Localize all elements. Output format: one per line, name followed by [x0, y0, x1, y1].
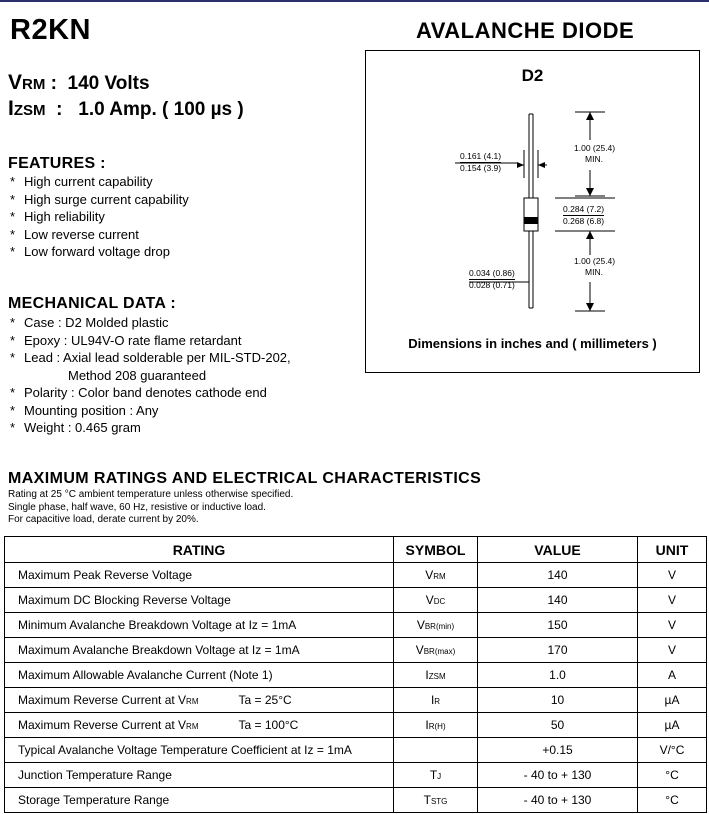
unit-cell: µA — [638, 688, 707, 713]
symbol-cell: TJ — [394, 763, 478, 788]
ratings-table — [4, 536, 707, 813]
mechanical-item: * Weight : 0.465 gram — [10, 420, 141, 435]
table-row — [5, 763, 707, 788]
ratings-title: MAXIMUM RATINGS AND ELECTRICAL CHARACTERISTICS — [8, 470, 482, 487]
unit-cell: V/°C — [638, 738, 707, 763]
unit-cell: V — [638, 613, 707, 638]
ratings-note: Single phase, half wave, 60 Hz, resistive or inductive load. — [8, 501, 266, 513]
symbol-cell: VDC — [394, 588, 478, 613]
ratings-note: For capacitive load, derate current by 20%. — [8, 514, 199, 525]
dim-lead-bottom: 1.00 (25.4) MIN. — [574, 256, 616, 277]
package-drawing — [365, 50, 700, 373]
symbol-cell — [394, 738, 478, 763]
rating-cell: Maximum Allowable Avalanche Current (Note 1) — [5, 663, 394, 688]
package-name: D2 — [521, 66, 544, 85]
mechanical-item: * Case : D2 Molded plastic — [10, 315, 169, 330]
unit-cell: µA — [638, 713, 707, 738]
col-unit-header: UNIT — [638, 537, 707, 563]
unit-cell: V — [638, 563, 707, 588]
unit-cell: V — [638, 638, 707, 663]
value-cell: 170 — [478, 638, 638, 663]
rating-cell: Maximum Reverse Current at VRM Ta = 25°C — [5, 688, 394, 713]
table-row — [5, 788, 707, 813]
symbol-cell: VBR(max) — [394, 638, 478, 663]
arrow-up-icon — [586, 112, 594, 120]
table-row — [5, 638, 707, 663]
rating-cell: Typical Avalanche Voltage Temperature Coefficient at Iz = 1mA — [5, 738, 394, 763]
mechanical-title: MECHANICAL DATA : — [8, 295, 177, 312]
col-rating-header: RATING — [5, 537, 394, 563]
table-header-row — [5, 537, 707, 563]
value-cell: +0.15 — [478, 738, 638, 763]
part-number: R2KN — [10, 14, 91, 46]
symbol-cell: IZSM — [394, 663, 478, 688]
mechanical-item: * Lead : Axial lead solderable per MIL-STD-202, — [10, 350, 291, 365]
mechanical-item: * Polarity : Color band denotes cathode end — [10, 385, 267, 400]
features-list — [10, 173, 189, 261]
vrm-symbol-sub: RM — [22, 76, 46, 93]
rating-cell: Storage Temperature Range — [5, 788, 394, 813]
feature-item: * Low forward voltage drop — [10, 244, 170, 259]
value-cell: 140 — [478, 588, 638, 613]
rating-cell: Maximum Peak Reverse Voltage — [5, 563, 394, 588]
features-title: FEATURES : — [8, 155, 106, 172]
mechanical-item: * Mounting position : Any — [10, 402, 159, 418]
unit-cell: °C — [638, 763, 707, 788]
value-cell: 140 — [478, 563, 638, 588]
vrm-symbol: V — [8, 71, 23, 94]
ratings-note: Rating at 25 °C ambient temperature unless otherwise specified. — [8, 489, 294, 500]
izsm-value: 1.0 Amp. ( 100 µs ) — [78, 99, 244, 120]
symbol-cell: IR(H) — [394, 713, 478, 738]
rating-cell: Maximum Reverse Current at VRM Ta = 100°C — [5, 713, 394, 738]
feature-item: * High surge current capability — [10, 191, 189, 207]
mechanical-item-continuation: Method 208 guaranteed — [68, 367, 207, 383]
col-symbol-header: SYMBOL — [394, 537, 478, 563]
feature-item: * Low reverse current — [10, 226, 139, 242]
symbol-cell: IR — [394, 688, 478, 713]
table-row — [5, 663, 707, 688]
table-row — [5, 588, 707, 613]
ratings-notes — [8, 489, 293, 527]
table-row — [5, 563, 707, 588]
table-row — [5, 738, 707, 763]
value-cell: 50 — [478, 713, 638, 738]
rating-cell: Maximum Avalanche Breakdown Voltage at Iz = 1mA — [5, 638, 394, 663]
value-cell: - 40 to + 130 — [478, 763, 638, 788]
vrm-spec: VRM : 140 Volts — [8, 71, 150, 94]
value-cell: 1.0 — [478, 663, 638, 688]
symbol-cell: VRM — [394, 563, 478, 588]
top-rule — [0, 0, 709, 2]
dim-lead-top: 1.00 (25.4) MIN. — [574, 143, 616, 164]
izsm-spec: IZSM : 1.0 Amp. ( 100 µs ) — [8, 97, 244, 120]
value-cell: 10 — [478, 688, 638, 713]
unit-cell: A — [638, 663, 707, 688]
dimensions-note: Dimensions in inches and ( millimeters ) — [408, 336, 657, 351]
feature-item: * High reliability — [10, 209, 105, 224]
symbol-cell: VBR(min) — [394, 613, 478, 638]
arrow-down-icon — [586, 188, 594, 196]
rating-cell: Minimum Avalanche Breakdown Voltage at Iz = 1mA — [5, 613, 394, 638]
rating-cell: Junction Temperature Range — [5, 763, 394, 788]
table-row — [5, 713, 707, 738]
dim-lead-diameter: 0.034 (0.86) 0.028 (0.71) — [469, 268, 515, 290]
cathode-band — [524, 217, 538, 224]
vrm-value: 140 Volts — [67, 73, 150, 94]
value-cell: - 40 to + 130 — [478, 788, 638, 813]
unit-cell: V — [638, 588, 707, 613]
izsm-symbol-sub: ZSM — [13, 102, 46, 119]
izsm-symbol: I — [8, 97, 14, 120]
arrow-right-icon — [517, 162, 524, 168]
dim-body-diameter: 0.161 (4.1) 0.154 (3.9) — [460, 151, 502, 173]
mechanical-list — [10, 314, 291, 437]
arrow-up-icon — [586, 231, 594, 239]
arrow-down-icon — [586, 303, 594, 311]
arrow-left-icon — [538, 162, 545, 168]
mechanical-item: * Epoxy : UL94V-O rate flame retardant — [10, 332, 242, 348]
value-cell: 150 — [478, 613, 638, 638]
diode-body — [524, 198, 538, 231]
col-value-header: VALUE — [478, 537, 638, 563]
feature-item: * High current capability — [10, 174, 153, 189]
rating-cell: Maximum DC Blocking Reverse Voltage — [5, 588, 394, 613]
dim-body-length: 0.284 (7.2) 0.268 (6.8) — [563, 204, 605, 226]
unit-cell: °C — [638, 788, 707, 813]
device-type-title: AVALANCHE DIODE — [416, 18, 635, 43]
table-row — [5, 688, 707, 713]
symbol-cell: TSTG — [394, 788, 478, 813]
table-row — [5, 613, 707, 638]
